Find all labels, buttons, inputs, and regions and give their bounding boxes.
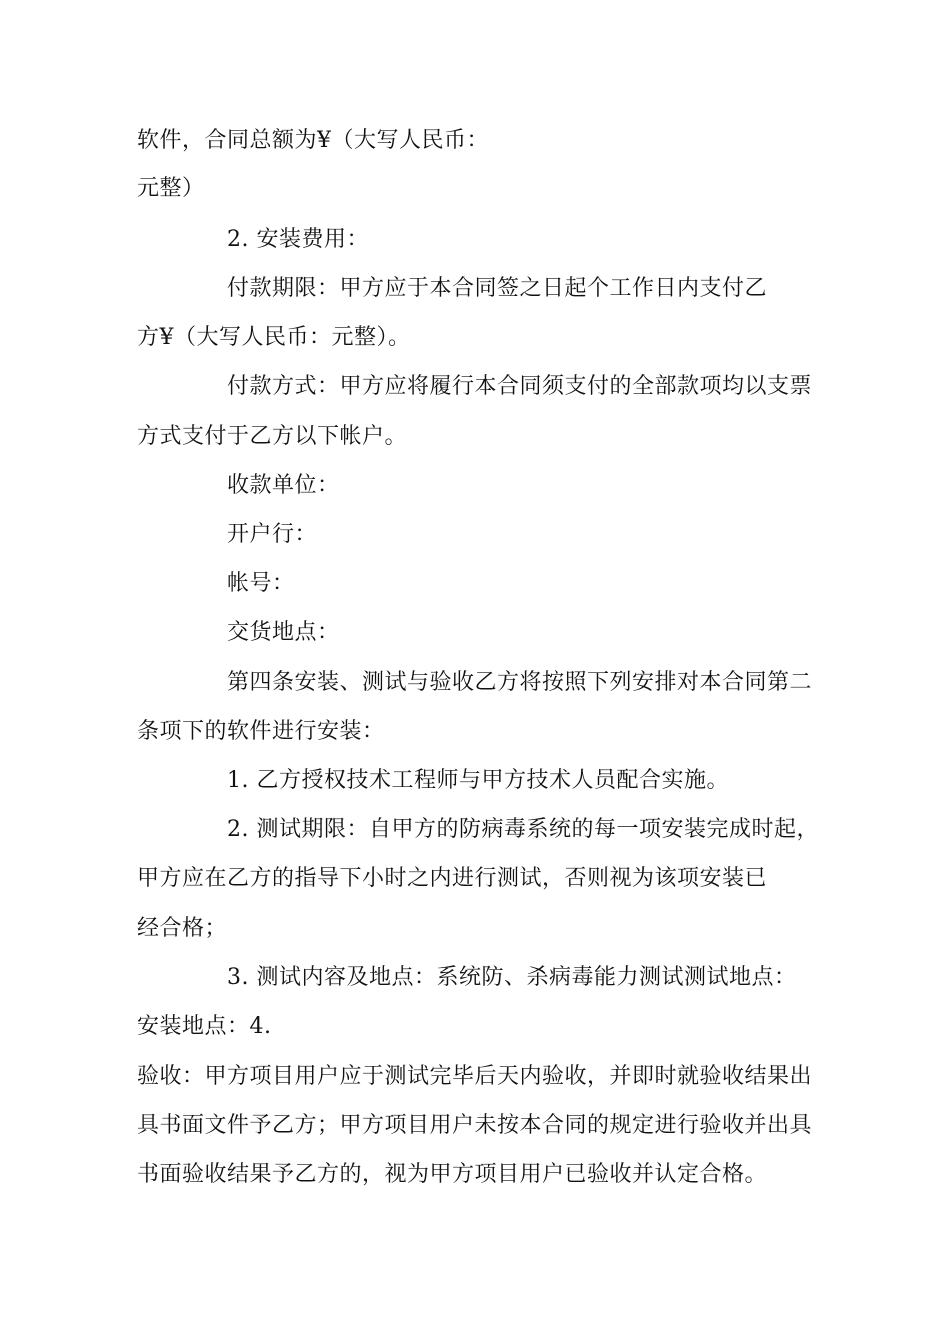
text-line: 经合格； bbox=[137, 916, 228, 941]
text-line: 条项下的软件进行安装： bbox=[137, 719, 385, 744]
text-line: 交货地点： bbox=[227, 620, 340, 645]
text-line: 付款方式：甲方应将履行本合同须支付的全部款项均以支票 bbox=[227, 374, 813, 399]
text-line: 安装地点：4. bbox=[137, 1014, 272, 1039]
text-line: 软件，合同总额为¥（大写人民币： bbox=[137, 128, 489, 153]
text-line: 开户行： bbox=[227, 522, 318, 547]
text-line: 方¥（大写人民币：元整）。 bbox=[137, 325, 411, 350]
text-line: 具书面文件予乙方；甲方项目用户未按本合同的规定进行验收并出具 bbox=[137, 1113, 813, 1138]
text-line: 验收：甲方项目用户应于测试完毕后天内验收，并即时就验收结果出 bbox=[137, 1064, 813, 1089]
text-line: 收款单位： bbox=[227, 473, 340, 498]
text-line: 3. 测试内容及地点：系统防、杀病毒能力测试测试地点： bbox=[227, 965, 797, 990]
text-line: 书面验收结果予乙方的，视为甲方项目用户已验收并认定合格。 bbox=[137, 1162, 768, 1187]
text-line: 2. 安装费用： bbox=[227, 227, 369, 252]
text-line: 付款期限：甲方应于本合同签之日起个工作日内支付乙 bbox=[227, 276, 768, 301]
text-line: 1. 乙方授权技术工程师与甲方技术人员配合实施。 bbox=[227, 768, 729, 793]
text-line: 第四条安装、测试与验收乙方将按照下列安排对本合同第二 bbox=[227, 670, 813, 695]
text-line: 方式支付于乙方以下帐户。 bbox=[137, 424, 408, 449]
text-line: 2. 测试期限：自甲方的防病毒系统的每一项安装完成时起， bbox=[227, 817, 819, 842]
text-line: 元整） bbox=[137, 176, 205, 201]
text-line: 甲方应在乙方的指导下小时之内进行测试，否则视为该项安装已 bbox=[137, 866, 768, 891]
text-line: 帐号： bbox=[227, 571, 295, 596]
